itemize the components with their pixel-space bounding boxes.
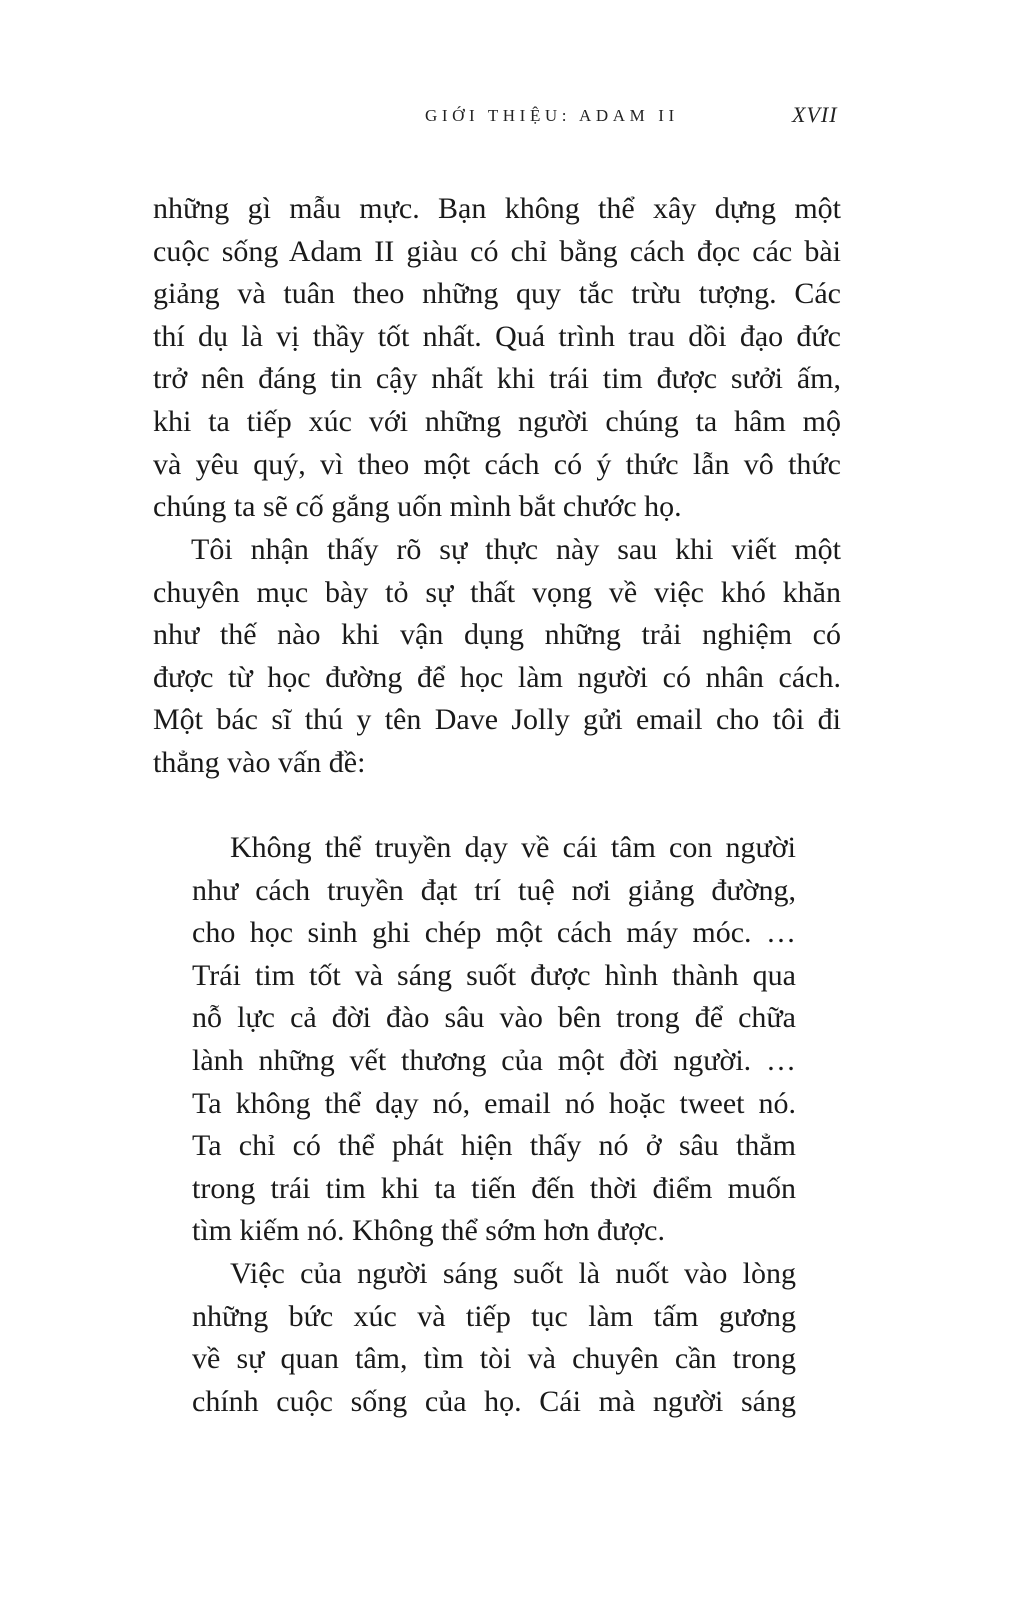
- text-line: chúng ta sẽ cố gắng uốn mình bắt chước họ.: [153, 490, 682, 524]
- text-line: khi ta tiếp xúc với những người chúng ta hâm mộ: [153, 404, 841, 438]
- block-quote-paragraph-1: [192, 827, 796, 1253]
- text-line: giảng và tuân theo những quy tắc trừu tượng. Các: [153, 277, 841, 311]
- text-line: trở nên đáng tin cậy nhất khi trái tim được sưởi ấm,: [153, 362, 841, 396]
- text-line: những bức xúc và tiếp tục làm tấm gương: [192, 1299, 796, 1333]
- text-line: Một bác sĩ thú y tên Dave Jolly gửi email cho tôi đi: [153, 703, 841, 737]
- running-head-title: GIỚI THIỆU: ADAM II: [425, 106, 679, 125]
- text-line: thẳng vào vấn đề:: [153, 745, 366, 779]
- text-line: nỗ lực cả đời đào sâu vào bên trong để chữa: [192, 1001, 796, 1035]
- text-line: Tôi nhận thấy rõ sự thực này sau khi viết một: [191, 533, 841, 566]
- text-line: như thế nào khi vận dụng những trải nghiệm có: [153, 618, 841, 652]
- text-line: về sự quan tâm, tìm tòi và chuyên cần trong: [192, 1342, 796, 1376]
- text-line: Không thể truyền dạy về cái tâm con người: [230, 831, 796, 864]
- text-line: trong trái tim khi ta tiến đến thời điểm muốn: [192, 1171, 796, 1205]
- text-line: lành những vết thương của một đời người. …: [192, 1043, 796, 1077]
- page-number: XVII: [792, 102, 838, 127]
- block-quote-paragraph-2: [192, 1253, 796, 1423]
- text-line: được từ học đường để học làm người có nhân cách.: [153, 660, 841, 694]
- text-line: cho học sinh ghi chép một cách máy móc. …: [192, 916, 796, 950]
- text-line: như cách truyền đạt trí tuệ nơi giảng đường,: [192, 873, 796, 907]
- text-line: cuộc sống Adam II giàu có chỉ bằng cách đọc các bài: [153, 234, 841, 268]
- text-line: Việc của người sáng suốt là nuốt vào lòng: [230, 1257, 796, 1290]
- text-line: thí dụ là vị thầy tốt nhất. Quá trình trau dồi đạo đức: [153, 319, 841, 353]
- text-line: những gì mẫu mực. Bạn không thể xây dựng một: [153, 192, 841, 225]
- text-line: Trái tim tốt và sáng suốt được hình thành qua: [192, 958, 796, 992]
- text-line: chuyên mục bày tỏ sự thất vọng về việc khó khăn: [153, 575, 841, 609]
- body-paragraph-1: [153, 188, 841, 529]
- text-line: Ta chỉ có thể phát hiện thấy nó ở sâu thẳm: [192, 1129, 796, 1163]
- text-line: và yêu quý, vì theo một cách có ý thức lẫn vô thức: [153, 447, 841, 481]
- text-line: chính cuộc sống của họ. Cái mà người sáng: [192, 1384, 796, 1418]
- text-line: tìm kiếm nó. Không thể sớm hơn được.: [192, 1214, 665, 1248]
- text-line: Ta không thể dạy nó, email nó hoặc tweet nó.: [192, 1086, 796, 1120]
- body-paragraph-2: [153, 529, 841, 785]
